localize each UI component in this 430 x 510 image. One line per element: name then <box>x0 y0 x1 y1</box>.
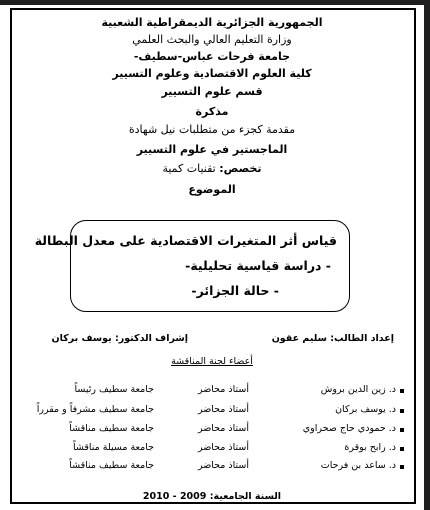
document-page <box>0 5 424 510</box>
specialty-line <box>0 162 424 175</box>
doc-type: مذكرة <box>195 105 229 118</box>
title-line-3: - حالة الجزائر- <box>191 283 279 298</box>
requirement-line: مقدمة كجزء من متطلبات نيل شهادة <box>128 123 296 136</box>
member-name: د. ساعد بن فرحات <box>320 460 396 471</box>
committee-title <box>0 356 424 367</box>
title-line-2: - دراسة قياسية تحليلية- <box>185 258 331 273</box>
member-rank: أستاذ محاضر <box>197 404 249 415</box>
academic-year: السنة الجامعية: 2009 - 2010 <box>142 491 282 502</box>
member-role: جامعة سطيف رئيساً <box>74 384 154 395</box>
bullet-icon <box>400 389 404 393</box>
header-republic: الجمهورية الجزائرية الديمقراطية الشعبية <box>101 16 323 29</box>
committee-row <box>0 404 424 418</box>
title-box <box>34 220 350 312</box>
header-ministry: وزارة التعليم العالي والبحث العلمي <box>132 33 292 46</box>
supervisor: إشراف الدكتور: يوسف بركان <box>51 333 188 344</box>
member-name: د. رابح بوقرة <box>344 442 396 453</box>
member-role: جامعة سطيف مناقشاً <box>69 460 154 471</box>
header-department: قسم علوم التسيير <box>161 85 263 98</box>
committee-row <box>0 423 424 437</box>
bullet-icon <box>400 447 404 451</box>
committee-row <box>0 460 424 474</box>
specialty-value: تقنيات كمية <box>162 162 216 175</box>
member-rank: أستاذ محاضر <box>197 460 249 471</box>
specialty-label: تخصص: <box>219 162 262 175</box>
member-rank: أستاذ محاضر <box>197 442 249 453</box>
bullet-icon <box>400 428 404 432</box>
member-rank: أستاذ محاضر <box>197 384 249 395</box>
header-faculty: كلية العلوم الاقتصادية وعلوم التسيير <box>112 67 312 80</box>
prepared-by: إعداد الطالب: سليم عقون <box>271 333 394 344</box>
member-name: د. يوسف بركان <box>335 404 396 415</box>
header-university: جامعة فرحات عباس-سطيف- <box>133 50 291 63</box>
committee-row <box>0 384 424 398</box>
degree-line: الماجستير في علوم التسيير <box>136 143 288 156</box>
member-name: د. حمودي حاج صحراوي <box>302 423 396 434</box>
member-role: جامعة سطيف مناقشاً <box>69 423 154 434</box>
member-role: جامعة سطيف مشرفاً و مقرراً <box>36 404 154 415</box>
bullet-icon <box>400 409 404 413</box>
committee-row <box>0 442 424 456</box>
member-name: د. زين الدين بروش <box>320 384 396 395</box>
title-line-1: قياس أثر المتغيرات الاقتصادية على معدل البطالة <box>34 233 337 248</box>
member-rank: أستاذ محاضر <box>197 423 249 434</box>
committee-title-text: أعضاء لجنة المناقشة <box>171 356 253 367</box>
subject-label: الموضوع <box>188 183 236 196</box>
window-right-edge <box>424 0 430 510</box>
member-role: جامعة مسيلة مناقشاً <box>72 442 154 453</box>
bullet-icon <box>400 465 404 469</box>
